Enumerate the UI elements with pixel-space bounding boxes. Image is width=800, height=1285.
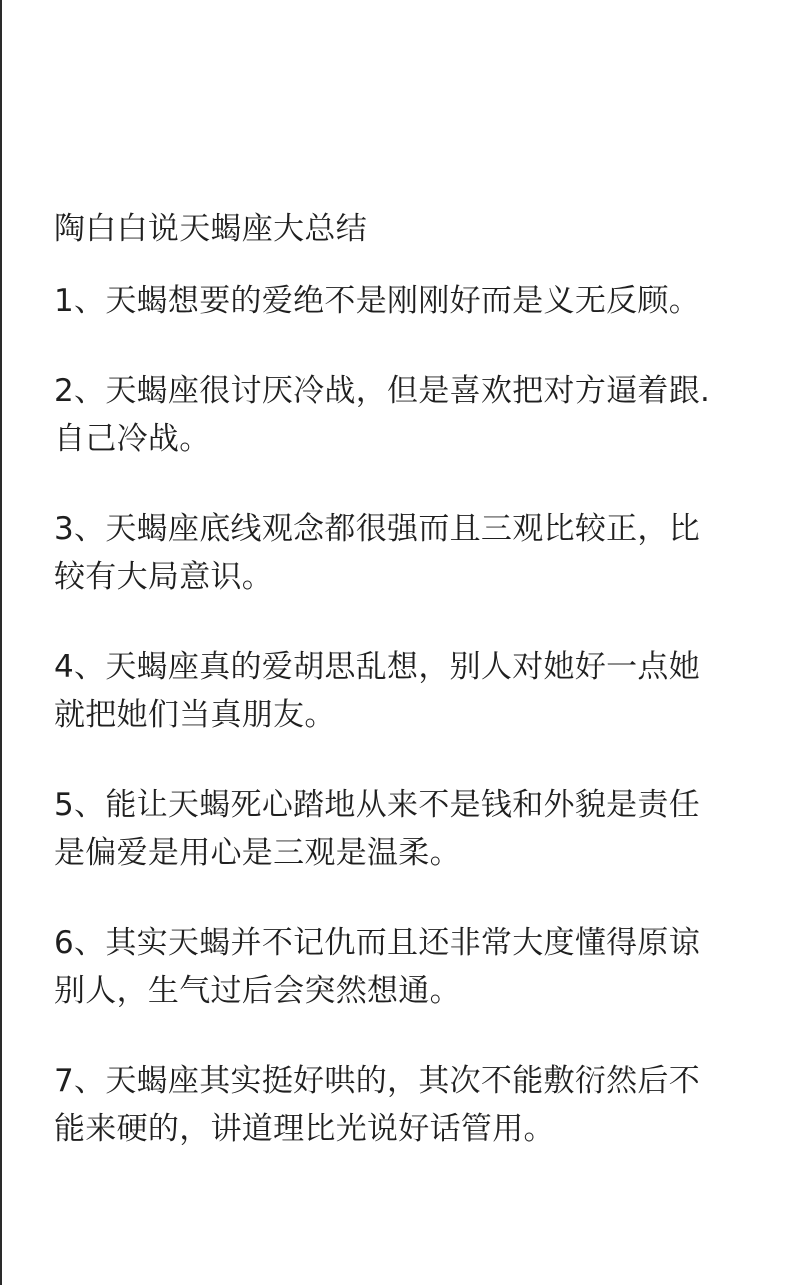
left-border (0, 0, 2, 1285)
list-item (54, 781, 744, 877)
list-item-line: 就把她们当真朋友。 (54, 697, 336, 733)
list-item (54, 277, 744, 325)
list-item (54, 643, 744, 739)
list-item-line: 7、天蝎座其实挺好哄的，其次不能敷衍然后不 (54, 1063, 701, 1099)
list-item-line: 2、天蝎座很讨厌冷战，但是喜欢把对方逼着跟. (54, 373, 711, 409)
list-item-line: 4、天蝎座真的爱胡思乱想，别人对她好一点她 (54, 649, 701, 685)
list-item (54, 505, 744, 601)
list-item-line: 较有大局意识。 (54, 559, 274, 595)
list-item-line: 自己冷战。 (54, 421, 211, 457)
list-item-line: 3、天蝎座底线观念都很强而且三观比较正，比 (54, 511, 701, 547)
list-item (54, 1057, 744, 1153)
list-item-line: 6、其实天蝎并不记仇而且还非常大度懂得原谅 (54, 925, 701, 961)
document-body (54, 205, 744, 1195)
list-item-line: 5、能让天蝎死心踏地从来不是钱和外貌是责任 (54, 787, 701, 823)
list-item-line: 能来硬的，讲道理比光说好话管用。 (54, 1111, 555, 1147)
document-title: 陶白白说天蝎座大总结 (54, 211, 367, 247)
list-item-line: 1、天蝎想要的爱绝不是刚刚好而是义无反顾。 (54, 283, 701, 319)
list-item-line: 别人，生气过后会突然想通。 (54, 973, 461, 1009)
list-item (54, 367, 744, 463)
list-item-line: 是偏爱是用心是三观是温柔。 (54, 835, 461, 871)
list-item (54, 919, 744, 1015)
